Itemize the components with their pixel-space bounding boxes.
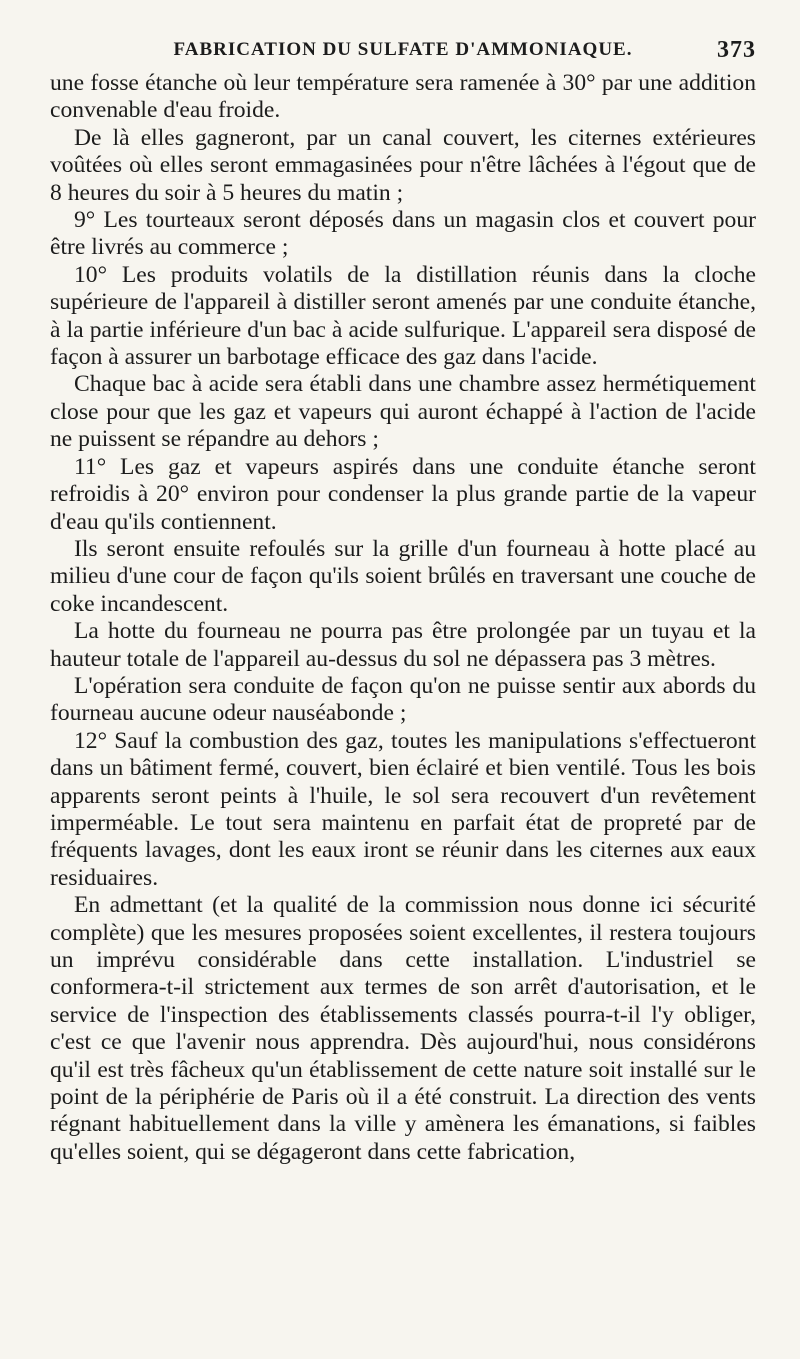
- page-number: 373: [717, 37, 756, 63]
- paragraph-4: 10° Les produits volatils de la distillation réunis dans la cloche supérieure de l'appareil à distiller seront amenés par une conduite étanche, à la partie inférieure d'un bac à acide sulfurique. L'appareil sera disposé de façon à assurer un barbotage efficace des gaz dans l'acide.: [50, 261, 756, 371]
- page-header: [50, 30, 756, 70]
- paragraph-5: Chaque bac à acide sera établi dans une chambre assez hermétiquement close pour que les gaz et vapeurs qui auront échappé à l'action de l'acide ne puissent se répandre au dehors ;: [50, 371, 756, 453]
- paragraph-2: De là elles gagneront, par un canal couvert, les citernes extérieures voûtées où elles seront emmagasinées pour n'être lâchées à l'égout que de 8 heures du soir à 5 heures du matin ;: [50, 124, 756, 206]
- paragraph-6: 11° Les gaz et vapeurs aspirés dans une conduite étanche seront refroidis à 20° environ pour condenser la plus grande partie de la vapeur d'eau qu'ils contiennent.: [50, 453, 756, 535]
- paragraph-11: En admettant (et la qualité de la commission nous donne ici sécurité complète) que les mesures proposées soient excellentes, il restera toujours un imprévu considérable dans cette installation. L'industriel se conformera-t-il strictement aux termes de son arrêt d'autorisation, et le service de l'inspection des établissements classés pourra-t-il l'y obliger, c'est ce que l'avenir nous apprendra. Dès aujourd'hui, nous considérons qu'il est très fâcheux qu'un établissement de cette nature soit installé sur le point de la périphérie de Paris où il a été construit. La direction des vents régnant habituellement dans la ville y amènera les émanations, si faibles qu'elles soient, qui se dégageront dans cette fabrication,: [50, 892, 756, 1165]
- paragraph-9: L'opération sera conduite de façon qu'on ne puisse sentir aux abords du fourneau aucune odeur nauséabonde ;: [50, 672, 756, 727]
- body-text: [50, 70, 756, 1166]
- paragraph-1: une fosse étanche où leur température sera ramenée à 30° par une addition convenable d'eau froide.: [50, 70, 756, 124]
- running-title: FABRICATION DU SULFATE D'AMMONIAQUE.: [173, 39, 633, 60]
- paragraph-10: 12° Sauf la combustion des gaz, toutes les manipulations s'effectueront dans un bâtiment fermé, couvert, bien éclairé et bien ventilé. Tous les bois apparents seront peints à l'huile, le sol sera recouvert d'un revêtement imperméable. Le tout sera maintenu en parfait état de propreté par de fréquents lavages, dont les eaux iront se réunir dans les citernes aux eaux residuaires.: [50, 727, 756, 891]
- paragraph-3: 9° Les tourteaux seront déposés dans un magasin clos et couvert pour être livrés au commerce ;: [50, 207, 756, 261]
- paragraph-7: Ils seront ensuite refoulés sur la grille d'un fourneau à hotte placé au milieu d'une cour de façon qu'ils soient brûlés en traversant une couche de coke incandescent.: [50, 535, 756, 617]
- paragraph-8: La hotte du fourneau ne pourra pas être prolongée par un tuyau et la hauteur totale de l'appareil au-dessus du sol ne dépassera pas 3 mètres.: [50, 618, 756, 672]
